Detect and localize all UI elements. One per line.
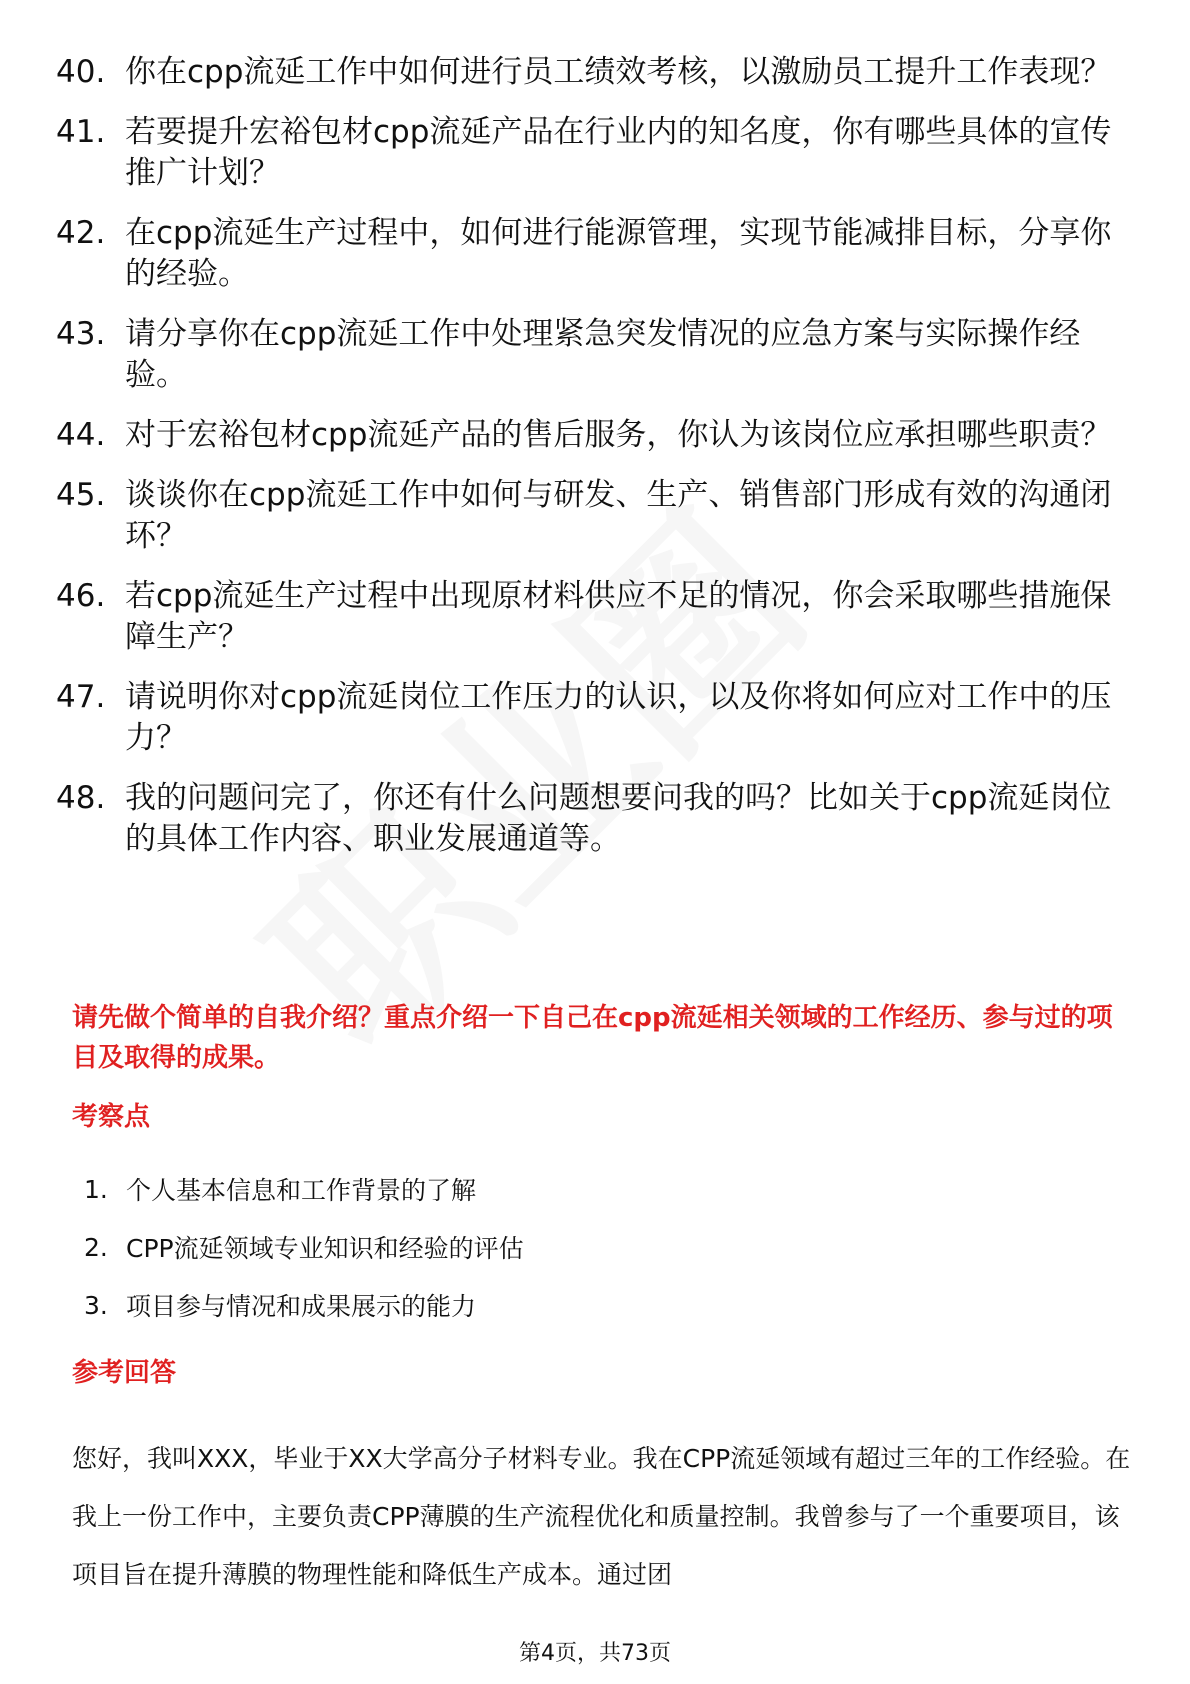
question-number: 42. xyxy=(56,215,106,251)
question-text: 你在cpp流延工作中如何进行员工绩效考核，以激励员工提升工作表现？ xyxy=(125,54,1112,90)
question-item xyxy=(56,677,1116,759)
question-number: 45. xyxy=(56,477,106,513)
question-item xyxy=(56,314,1116,396)
focus-point-number: 3. xyxy=(84,1290,108,1320)
question-number: 40. xyxy=(56,54,106,90)
question-item xyxy=(56,475,1116,557)
question-number: 47. xyxy=(56,679,106,715)
focus-point xyxy=(84,1276,984,1334)
question-text: 请说明你对cpp流延岗位工作压力的认识，以及你将如何应对工作中的压力？ xyxy=(125,679,1112,756)
question-item xyxy=(56,778,1116,860)
focus-point-text: CPP流延领域专业知识和经验的评估 xyxy=(126,1234,524,1263)
question-number: 48. xyxy=(56,780,106,816)
focus-point-text: 项目参与情况和成果展示的能力 xyxy=(126,1292,477,1321)
question-text: 谈谈你在cpp流延工作中如何与研发、生产、销售部门形成有效的沟通闭环？ xyxy=(125,477,1112,554)
focus-points-list xyxy=(84,1160,984,1334)
question-text: 在cpp流延生产过程中，如何进行能源管理，实现节能减排目标，分享你的经验。 xyxy=(125,215,1112,292)
question-item xyxy=(56,576,1116,658)
question-item xyxy=(56,112,1116,194)
question-number: 46. xyxy=(56,578,106,614)
focus-point xyxy=(84,1218,984,1276)
page-footer: 第4页，共73页 xyxy=(519,1641,671,1666)
focus-point xyxy=(84,1160,984,1218)
question-number: 43. xyxy=(56,316,106,352)
answer-paragraph: 您好，我叫XXX，毕业于XX大学高分子材料专业。我在CPP流延领域有超过三年的工作经验。在我上一份工作中，主要负责CPP薄膜的生产流程优化和质量控制。我曾参与了一个重要项目，该项目旨在提升薄膜的物理性能和降低生产成本。通过团 xyxy=(72,1444,1131,1589)
question-number: 41. xyxy=(56,114,106,150)
question-number: 44. xyxy=(56,417,106,453)
focus-point-text: 个人基本信息和工作背景的了解 xyxy=(126,1176,477,1205)
focus-heading: 考察点 xyxy=(72,1102,151,1132)
question-text: 若cpp流延生产过程中出现原材料供应不足的情况，你会采取哪些措施保障生产？ xyxy=(125,578,1112,655)
question-text: 若要提升宏裕包材cpp流延产品在行业内的知名度，你有哪些具体的宣传推广计划？ xyxy=(125,114,1112,191)
focus-point-number: 1. xyxy=(84,1174,108,1204)
question-item xyxy=(56,52,1116,93)
question-item xyxy=(56,415,1116,456)
focus-point-number: 2. xyxy=(84,1232,108,1262)
question-list xyxy=(56,52,1116,879)
question-text: 请分享你在cpp流延工作中处理紧急突发情况的应急方案与实际操作经验。 xyxy=(125,316,1081,393)
answer-heading: 参考回答 xyxy=(72,1358,177,1388)
intro-question: 请先做个简单的自我介绍？重点介绍一下自己在cpp流延相关领域的工作经历、参与过的项目及取得的成果。 xyxy=(72,1003,1113,1073)
question-item xyxy=(56,213,1116,295)
question-text: 我的问题问完了，你还有什么问题想要问我的吗？比如关于cpp流延岗位的具体工作内容、职业发展通道等。 xyxy=(125,780,1112,857)
question-text: 对于宏裕包材cpp流延产品的售后服务，你认为该岗位应承担哪些职责？ xyxy=(125,417,1112,453)
